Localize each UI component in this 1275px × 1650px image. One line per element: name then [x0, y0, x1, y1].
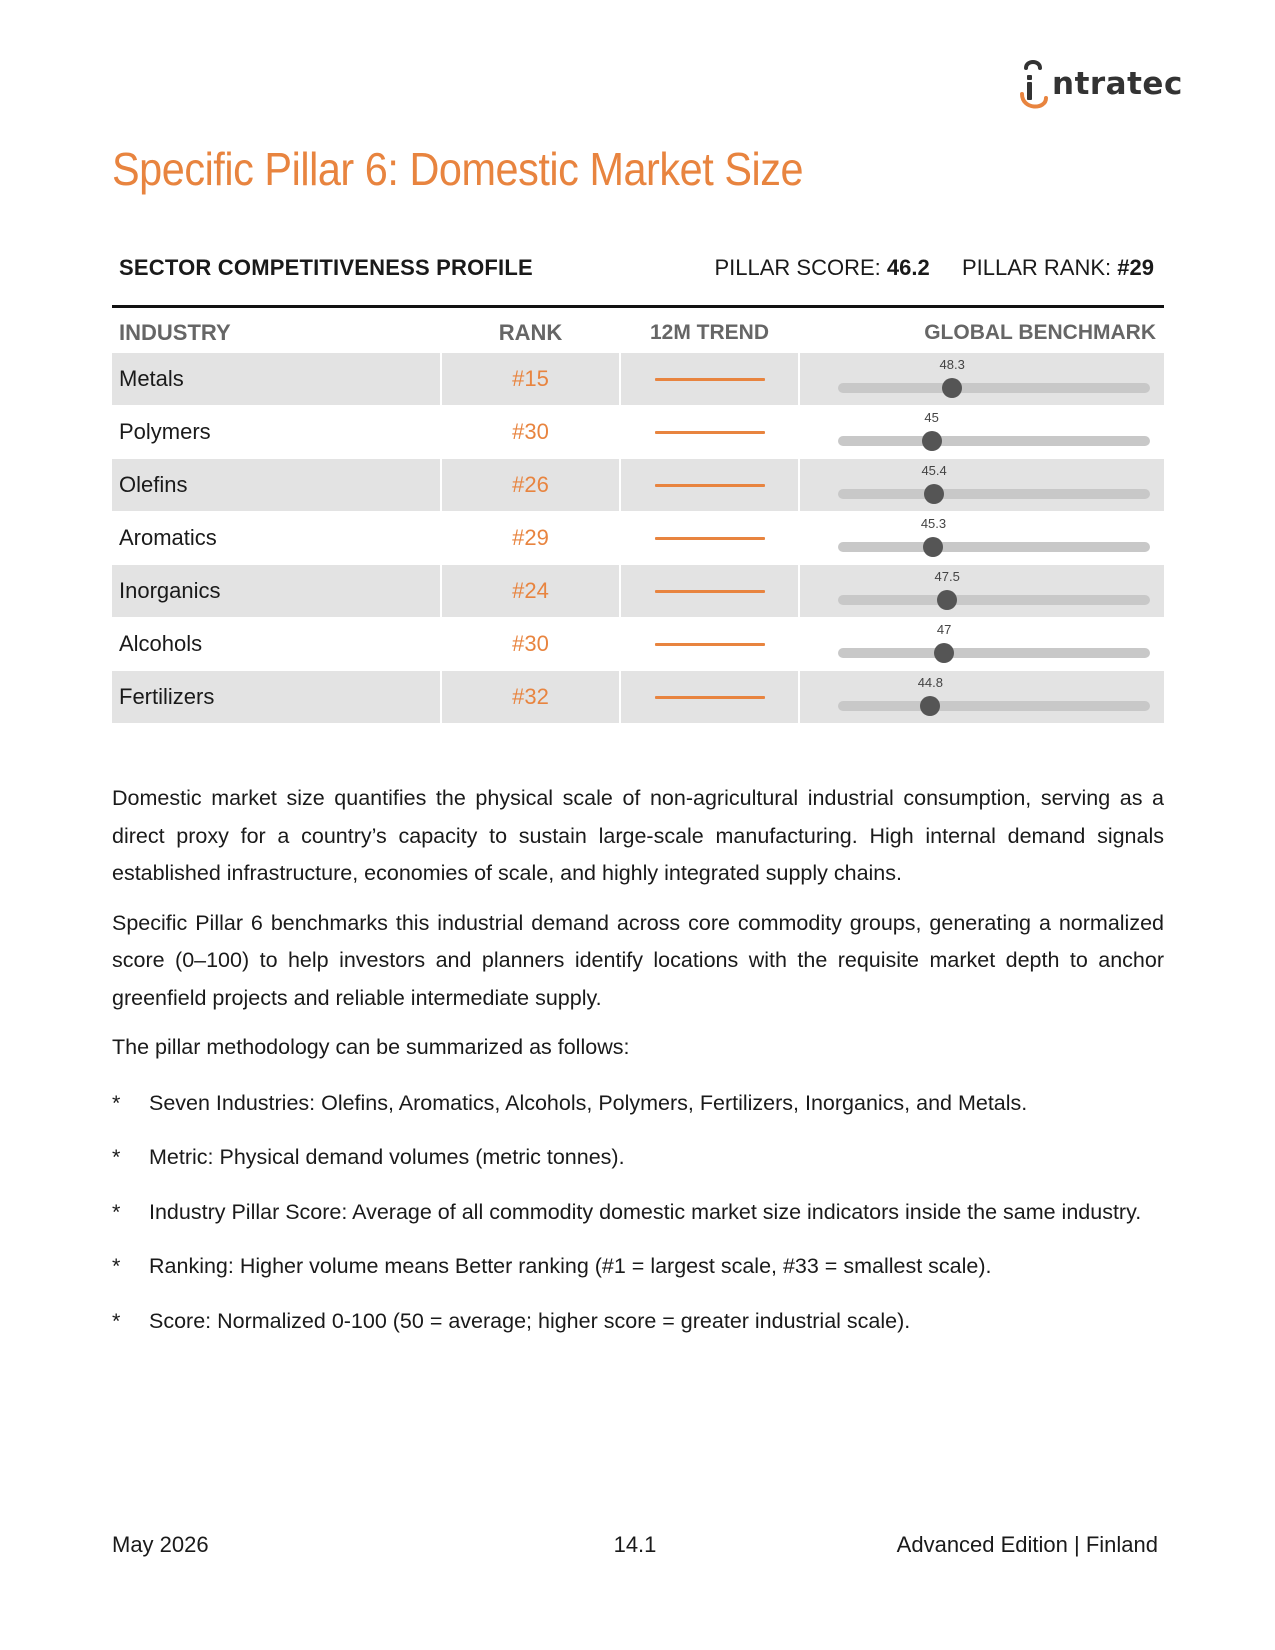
trend-sparkline: [655, 537, 765, 540]
paragraph: Domestic market size quantifies the physical scale of non-agricultural industrial consumption, serving as a direct proxy for a country’s capacity to sustain large-scale manufacturing. High internal demand signals established infrastructure, economies of scale, and highly integrated supply chains.: [112, 786, 1164, 885]
list-item-text: Score: Normalized 0-100 (50 = average; higher score = greater industrial scale).: [149, 1308, 911, 1333]
benchmark-track: [838, 569, 1150, 605]
benchmark-score-label: 45: [924, 410, 939, 425]
list-item-text: Seven Industries: Olefins, Aromatics, Alcohols, Polymers, Fertilizers, Inorganics, and Metals.: [149, 1090, 1028, 1115]
benchmark-score-label: 47: [936, 622, 952, 637]
header-benchmark: GLOBAL BENCHMARK: [924, 321, 1156, 344]
benchmark-marker: [920, 696, 940, 716]
bullet-marker: *: [112, 1308, 121, 1333]
pillar-score-value: 46.2: [886, 255, 930, 280]
profile-header: [112, 255, 1158, 281]
industry-name: Aromatics: [119, 525, 217, 550]
benchmark-score-label: 47.5: [934, 569, 960, 584]
trend-sparkline: [655, 590, 765, 593]
trend-sparkline: [655, 378, 765, 381]
industry-name: Fertilizers: [112, 671, 440, 723]
trend-cell: [621, 512, 798, 564]
industry-name: Alcohols: [119, 631, 203, 656]
industry-rank: #29: [512, 525, 549, 550]
trend-cell: [621, 353, 798, 405]
benchmark-cell: [800, 353, 1164, 405]
bullet-marker: *: [112, 1090, 121, 1115]
benchmark-track: [838, 622, 1150, 658]
industry-name: Inorganics: [112, 565, 440, 617]
bullet-marker: *: [112, 1145, 121, 1169]
body-text: [112, 780, 1164, 1357]
list-item: [112, 1194, 1164, 1232]
list-item: [112, 1139, 1164, 1177]
page-title: Specific Pillar 6: Domestic Market Size: [112, 143, 804, 195]
intratec-logo: [1018, 56, 1183, 112]
benchmark-score-label: 45.3: [920, 516, 947, 531]
table-header: [112, 313, 1164, 353]
industry-rank: #30: [512, 419, 549, 444]
benchmark-score-label: 45.4: [921, 463, 947, 478]
footer-edition: Advanced Edition | Finland: [896, 1532, 1158, 1557]
list-item-text: Ranking: Higher volume means Better ranking (#1 = largest scale, #33 = smallest scale).: [149, 1254, 992, 1278]
benchmark-cell: [800, 512, 1164, 564]
page-footer: [112, 1532, 1158, 1558]
benchmark-track: [838, 463, 1150, 499]
logo-text: ntratec: [1052, 65, 1183, 102]
list-item: [112, 1085, 1164, 1123]
sector-table: [112, 313, 1164, 724]
footer-page-number: 14.1: [613, 1532, 657, 1557]
paragraph: The pillar methodology can be summarized as follows:: [112, 1035, 630, 1059]
header-rule: [112, 305, 1164, 308]
table-row: [112, 671, 1164, 723]
footer-date: May 2026: [112, 1532, 209, 1557]
profile-heading: SECTOR COMPETITIVENESS PROFILE: [119, 255, 533, 280]
industry-rank: #15: [442, 353, 619, 405]
trend-cell: [621, 565, 798, 617]
header-rank: RANK: [498, 320, 563, 345]
trend-cell: [621, 618, 798, 670]
table-row: [112, 406, 1164, 458]
pillar-rank-value: #29: [1117, 255, 1154, 280]
benchmark-marker: [937, 590, 957, 610]
industry-rank: #32: [442, 671, 619, 723]
benchmark-marker: [923, 537, 943, 557]
list-item: [112, 1303, 1164, 1341]
benchmark-marker: [922, 431, 942, 451]
trend-cell: [621, 459, 798, 511]
benchmark-cell: [800, 406, 1164, 458]
logo-mark-icon: [1018, 58, 1052, 110]
benchmark-track: [838, 410, 1150, 446]
trend-sparkline: [655, 643, 765, 646]
bullet-marker: *: [112, 1199, 121, 1224]
trend-sparkline: [655, 484, 765, 487]
table-body: [112, 353, 1164, 723]
industry-name: Olefins: [112, 459, 440, 511]
industry-rank: #24: [442, 565, 619, 617]
benchmark-score-label: 48.3: [939, 357, 965, 372]
pillar-summary: [715, 255, 1155, 281]
industry-name: Polymers: [119, 419, 211, 444]
trend-sparkline: [655, 696, 765, 699]
list-item-text: Metric: Physical demand volumes (metric tonnes).: [149, 1145, 625, 1169]
industry-rank: #26: [442, 459, 619, 511]
table-row: [112, 512, 1164, 564]
trend-sparkline: [655, 431, 765, 434]
table-row: [112, 565, 1164, 617]
benchmark-track: [838, 675, 1150, 711]
benchmark-marker: [942, 378, 962, 398]
table-row: [112, 459, 1164, 511]
benchmark-marker: [924, 484, 944, 504]
header-industry: INDUSTRY: [119, 320, 231, 345]
industry-rank: #30: [512, 631, 549, 656]
benchmark-track: [838, 357, 1150, 393]
benchmark-cell: [800, 565, 1164, 617]
table-row: [112, 353, 1164, 405]
benchmark-cell: [800, 618, 1164, 670]
pillar-rank-label: PILLAR RANK:: [961, 255, 1112, 280]
pillar-score-label: PILLAR SCORE:: [714, 255, 881, 280]
methodology-list: [112, 1085, 1164, 1341]
benchmark-marker: [934, 643, 954, 663]
paragraph: Specific Pillar 6 benchmarks this industrial demand across core commodity groups, generating a normalized score (0–100) to help investors and planners identify locations with the requisite market depth to anchor greenfield projects and reliable intermediate supply.: [112, 910, 1164, 1010]
bullet-marker: *: [112, 1254, 121, 1278]
benchmark-cell: [800, 459, 1164, 511]
header-trend: 12M TREND: [649, 321, 770, 344]
trend-cell: [621, 406, 798, 458]
benchmark-cell: [800, 671, 1164, 723]
list-item: [112, 1248, 1164, 1286]
benchmark-score-label: 44.8: [917, 675, 943, 690]
trend-cell: [621, 671, 798, 723]
benchmark-track: [838, 516, 1150, 552]
table-row: [112, 618, 1164, 670]
list-item-text: Industry Pillar Score: Average of all commodity domestic market size indicators inside the same industry.: [149, 1199, 1142, 1224]
industry-name: Metals: [112, 353, 440, 405]
